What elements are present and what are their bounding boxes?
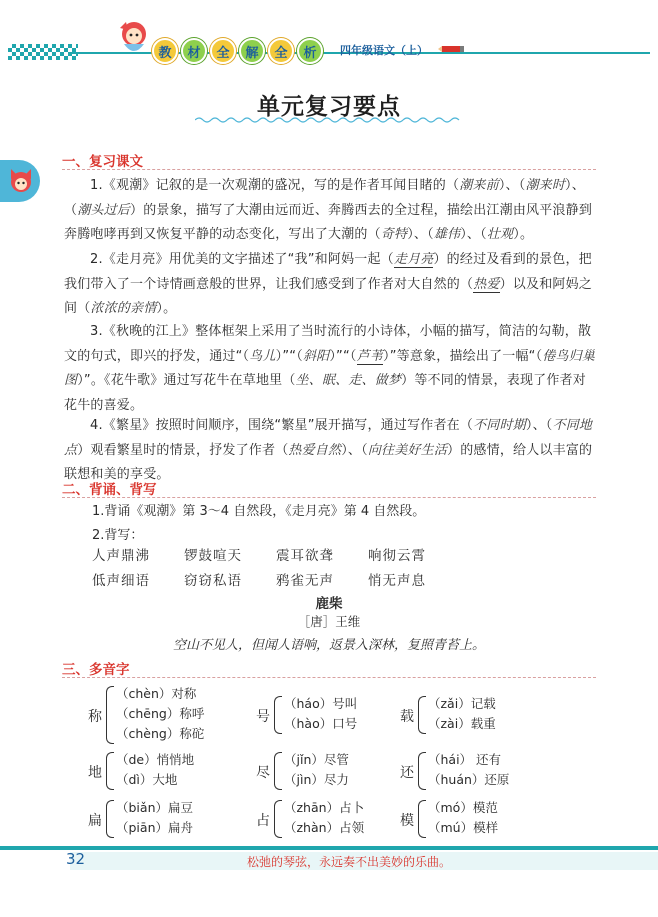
- brace: [274, 752, 282, 790]
- polyphone-char: 号: [256, 709, 270, 725]
- header-badge: 解: [239, 38, 265, 64]
- polyphone-entry: [256, 798, 406, 840]
- polyphone-reading: （zǎi）记载: [428, 696, 496, 711]
- brace: [106, 752, 114, 790]
- brace: [106, 686, 114, 744]
- footer-motto: 松弛的琴弦，永远奏不出美妙的乐曲。: [246, 855, 451, 869]
- recite-word: 窃窃私语: [184, 573, 242, 589]
- header-badge: 析: [297, 38, 323, 64]
- title-wave-decoration: [195, 116, 463, 124]
- poem-text: 空山不见人，但闻人语响，返景入深林，复照青苔上。: [172, 638, 485, 653]
- review-paragraph-1: 1.《观潮》记叙的是一次观潮的盛况，写的是作者耳闻目睹的（潮来前）、（潮来时）、（潮头过后）的景象，描写了大潮由远而近、奔腾西去的全过程，描绘出江潮由风平浪静到奔腾咆哮再到又恢复平静的动态变化，写出了大潮的（奇特）、（雄伟）、（壮观）。: [64, 178, 593, 242]
- section-heading: 二、背诵、背写: [62, 482, 157, 498]
- section-rule: [62, 677, 596, 678]
- header-badge: 材: [181, 38, 207, 64]
- brace: [106, 800, 114, 838]
- polyphone-reading: （chèng）称砣: [116, 726, 205, 741]
- polyphone-reading: （biǎn）扁豆: [116, 800, 193, 815]
- fox-mascot-icon: [9, 167, 33, 195]
- recite-word-grid: [92, 544, 460, 594]
- polyphone-entry: [88, 684, 238, 744]
- review-paragraph-3: 3.《秋晚的江上》整体框架上采用了当时流行的小诗体，小幅的描写，简洁的勾勒，散文的句式，即兴的抒发，通过“（鸟儿）”“（斜阳）”“（芦苇）”等意象，描绘出了一幅“（倦鸟归巢图）”。《花牛歌》通过写花牛在草地里（坐、眠、走、做梦）等不同的情景，表现了作者对花牛的喜爱。: [64, 324, 596, 413]
- polyphone-reading: （jǐn）尽管: [284, 752, 349, 767]
- recite-word: 悄无声息: [368, 573, 426, 589]
- polyphone-entry: [400, 798, 550, 840]
- recite-word: 鸦雀无声: [276, 573, 334, 589]
- polyphone-entry: [256, 694, 406, 736]
- polyphone-reading: （huán）还原: [428, 772, 510, 787]
- polyphone-reading: （dì）大地: [116, 772, 178, 787]
- header-checker-pattern: [8, 44, 78, 60]
- polyphone-entry: [400, 694, 550, 736]
- polyphone-char: 称: [88, 709, 102, 725]
- section-rule: [62, 169, 596, 170]
- polyphone-char: 占: [256, 813, 270, 829]
- polyphone-reading: （zài）载重: [428, 716, 496, 731]
- polyphone-reading: （jìn）尽力: [284, 772, 349, 787]
- polyphone-reading: （piān）扁舟: [116, 820, 193, 835]
- polyphone-char: 载: [400, 709, 414, 725]
- mascot-icon: [110, 14, 158, 62]
- recite-word: 锣鼓喧天: [184, 548, 242, 564]
- page-title: 单元复习要点: [257, 94, 401, 120]
- polyphone-reading: （chēng）称呼: [116, 706, 205, 721]
- polyphone-entry: [88, 750, 238, 792]
- section-heading: 一、复习课文: [62, 154, 143, 170]
- polyphone-reading: （mú）模样: [428, 820, 499, 835]
- recite-word: 低声细语: [92, 573, 150, 589]
- header-badge: 全: [210, 38, 236, 64]
- polyphone-entry: [256, 750, 406, 792]
- recite-word: 震耳欲聋: [276, 548, 334, 564]
- recite-word: 人声鼎沸: [92, 548, 150, 564]
- polyphone-char: 尽: [256, 765, 270, 781]
- brace: [418, 696, 426, 734]
- poem-author: ［唐］王维: [297, 614, 361, 629]
- brace: [274, 800, 282, 838]
- polyphone-char: 扁: [88, 813, 102, 829]
- review-paragraph-2: 2.《走月亮》用优美的文字描述了“我”和阿妈一起（走月亮）的经过及看到的景色，把我们带入了一个诗情画意般的世界，让我们感受到了作者对大自然的（热爱）以及和阿妈之间（浓浓的亲情）。: [64, 252, 593, 316]
- polyphone-char: 地: [88, 765, 102, 781]
- polyphone-entry: [400, 750, 550, 792]
- brace: [418, 800, 426, 838]
- poem-title: 鹿柴: [315, 596, 343, 612]
- polyphone-reading: （hào）口号: [284, 716, 358, 731]
- polyphone-reading: （chèn）对称: [116, 686, 197, 701]
- polyphone-char: 模: [400, 813, 414, 829]
- brace: [274, 696, 282, 734]
- header-badge: 教: [152, 38, 178, 64]
- polyphone-reading: （hái） 还有: [428, 752, 502, 767]
- polyphone-entry: [88, 798, 238, 840]
- section-rule: [62, 497, 596, 498]
- polyphone-reading: （de）悄悄地: [116, 752, 195, 767]
- header-badges: [152, 38, 323, 64]
- header-badge: 全: [268, 38, 294, 64]
- brace: [418, 752, 426, 790]
- recite-word: 响彻云霄: [368, 548, 426, 564]
- polyphone-char: 还: [400, 765, 414, 781]
- recite-line: 1.背诵《观潮》第 3～4 自然段，《走月亮》第 4 自然段。: [92, 504, 426, 519]
- page-number: 32: [66, 850, 86, 868]
- section-heading: 三、多音字: [62, 662, 130, 678]
- polyphone-reading: （zhàn）占领: [284, 820, 365, 835]
- recite-line: 2.背写：: [92, 528, 144, 543]
- polyphone-reading: （mó）模范: [428, 800, 498, 815]
- review-paragraph-4: 4.《繁星》按照时间顺序，围绕“繁星”展开描写，通过写作者在（不同时期）、（不同地点）观看繁星时的情景，抒发了作者（热爱自然）、（向往美好生活）的感情，给人以丰富的联想和美的享受。: [64, 418, 593, 482]
- polyphone-reading: （zhān）占卜: [284, 800, 365, 815]
- pencil-icon: [438, 45, 464, 53]
- polyphone-reading: （háo）号叫: [284, 696, 358, 711]
- grade-label: 四年级语文（上）: [340, 44, 428, 57]
- footer-rule: [0, 846, 658, 850]
